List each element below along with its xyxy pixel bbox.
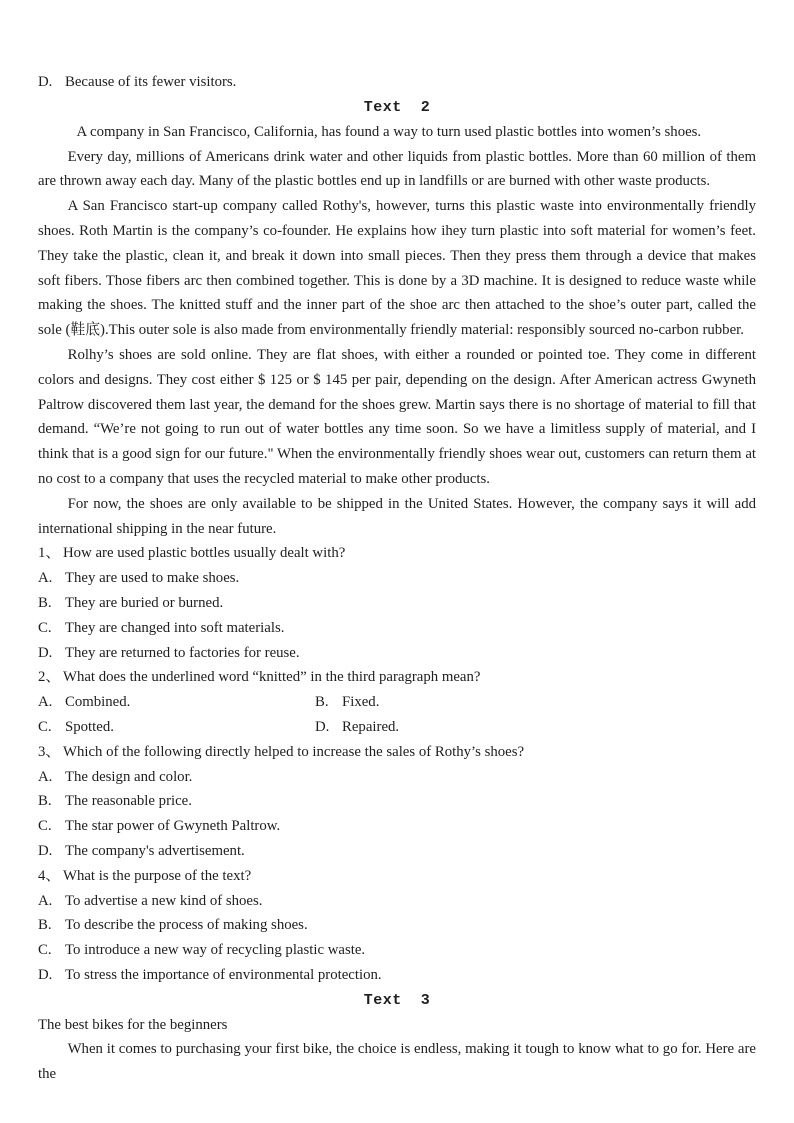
- option-letter: D.: [38, 644, 53, 661]
- text2-paragraph-2: Every day, millions of Americans drink water and other liquids from plastic bottles. More than 60 million of them are thrown away each day. Many of the plastic bottles end up in landfills or are burned with other waste products.: [38, 148, 756, 190]
- option-letter: C.: [38, 942, 52, 959]
- question-number: 4、: [38, 867, 61, 884]
- question-2-option-b: [315, 690, 756, 715]
- text2-paragraph-1: A company in San Francisco, California, has found a way to turn used plastic bottles into women’s shoes.: [76, 123, 702, 140]
- question-number: 3、: [38, 743, 61, 760]
- question-1-option-d: [38, 641, 756, 666]
- text2-paragraph-4: Rolhy’s shoes are sold online. They are flat shoes, with either a rounded or pointed toe. They come in different colors and designs. They cost either $ 125 or $ 145 per pair, depending on the design. After American actress Gwyneth Paltrow discovered them last year, the demand for the shoes grew. Martin says there is no shortage of material to fill that demand. “We’re not going to run out of water bottles any time soon. So we have a limitless supply of material, and I think that is a good sign for our future." When the environmentally friendly shoes wear out, customers can return them at no cost to a company that uses the recycled material to make other products.: [38, 346, 756, 487]
- question-2: [38, 665, 756, 739]
- question-1-stem: [38, 541, 756, 566]
- question-1-option-a: [38, 566, 756, 591]
- option-letter: D.: [315, 718, 330, 735]
- question-1-option-c: [38, 616, 756, 641]
- option-text: The design and color.: [65, 768, 193, 785]
- question-2-options: [38, 690, 756, 740]
- question-3: [38, 740, 756, 864]
- option-letter: C.: [38, 619, 52, 636]
- question-text: How are used plastic bottles usually dealt with?: [63, 545, 346, 562]
- prev-question-option-d: [38, 70, 756, 95]
- question-number: 1、: [38, 545, 61, 562]
- question-3-stem: [38, 740, 756, 765]
- option-letter: B.: [38, 594, 52, 611]
- option-text: To introduce a new way of recycling plastic waste.: [65, 942, 366, 959]
- text2-paragraph-5: For now, the shoes are only available to be shipped in the United States. However, the company says it will add international shipping in the near future.: [38, 495, 756, 537]
- text2-heading: Text 2: [363, 98, 431, 116]
- option-text: Combined.: [65, 694, 131, 711]
- question-4-option-b: [38, 913, 756, 938]
- question-4: [38, 864, 756, 988]
- option-letter: A.: [38, 892, 53, 909]
- option-letter: B.: [38, 793, 52, 810]
- question-2-option-a: [38, 690, 315, 715]
- question-3-option-d: [38, 839, 756, 864]
- option-text: To stress the importance of environmental protection.: [65, 966, 382, 983]
- question-3-option-c: [38, 814, 756, 839]
- option-text: To advertise a new kind of shoes.: [65, 892, 263, 909]
- option-text: Fixed.: [342, 694, 380, 711]
- question-text: What is the purpose of the text?: [63, 867, 252, 884]
- option-letter: B.: [38, 917, 52, 934]
- question-4-option-d: [38, 963, 756, 988]
- question-1: [38, 541, 756, 665]
- question-3-option-b: [38, 789, 756, 814]
- option-letter: D.: [38, 966, 53, 983]
- question-text: What does the underlined word “knitted” in the third paragraph mean?: [63, 669, 481, 686]
- option-text: The company's advertisement.: [65, 842, 245, 859]
- text3-subtitle: The best bikes for the beginners: [38, 1016, 228, 1033]
- question-number: 2、: [38, 669, 61, 686]
- option-letter: B.: [315, 694, 329, 711]
- question-4-option-c: [38, 938, 756, 963]
- option-text: Spotted.: [65, 718, 114, 735]
- question-2-option-c: [38, 715, 315, 740]
- question-text: Which of the following directly helped to increase the sales of Rothy’s shoes?: [63, 743, 525, 760]
- question-3-option-a: [38, 765, 756, 790]
- option-letter: A.: [38, 570, 53, 587]
- option-letter: A.: [38, 694, 53, 711]
- option-text: They are changed into soft materials.: [65, 619, 285, 636]
- option-text: They are used to make shoes.: [65, 570, 240, 587]
- text3-paragraph-1: When it comes to purchasing your first bike, the choice is endless, making it tough to know what to go for. Here are the: [38, 1041, 756, 1083]
- option-text: Repaired.: [342, 718, 400, 735]
- question-1-option-b: [38, 591, 756, 616]
- option-text: They are returned to factories for reuse.: [65, 644, 300, 661]
- question-2-option-d: [315, 715, 756, 740]
- option-text: They are buried or burned.: [65, 594, 224, 611]
- option-letter: C.: [38, 818, 52, 835]
- option-letter: C.: [38, 718, 52, 735]
- option-letter: D.: [38, 842, 53, 859]
- option-letter: D.: [38, 74, 53, 90]
- text3-heading: Text 3: [363, 991, 431, 1009]
- option-text: Because of its fewer visitors.: [65, 74, 237, 90]
- question-2-stem: [38, 665, 756, 690]
- question-4-stem: [38, 864, 756, 889]
- option-letter: A.: [38, 768, 53, 785]
- option-text: The reasonable price.: [65, 793, 192, 810]
- text2-paragraph-3: A San Francisco start-up company called Rothy's, however, turns this plastic waste into environmentally friendly shoes. Roth Martin is the company’s co-founder. He explains how ihey turn plastic into soft material for women’s feet. They take the plastic, clean it, and break it down into small pieces. Then they press them through a device that makes soft fibers. Those fibers arc then combined together. This is done by a 3D machine. It is designed to reduce waste while making the shoes. The knitted stuff and the inner part of the shoe arc then attached to the shoe’s outer part, called the sole (鞋底).This outer sole is also made from environmentally friendly material: responsibly sourced no-carbon rubber.: [38, 198, 756, 339]
- option-text: The star power of Gwyneth Paltrow.: [65, 818, 281, 835]
- option-text: To describe the process of making shoes.: [65, 917, 308, 934]
- question-4-option-a: [38, 889, 756, 914]
